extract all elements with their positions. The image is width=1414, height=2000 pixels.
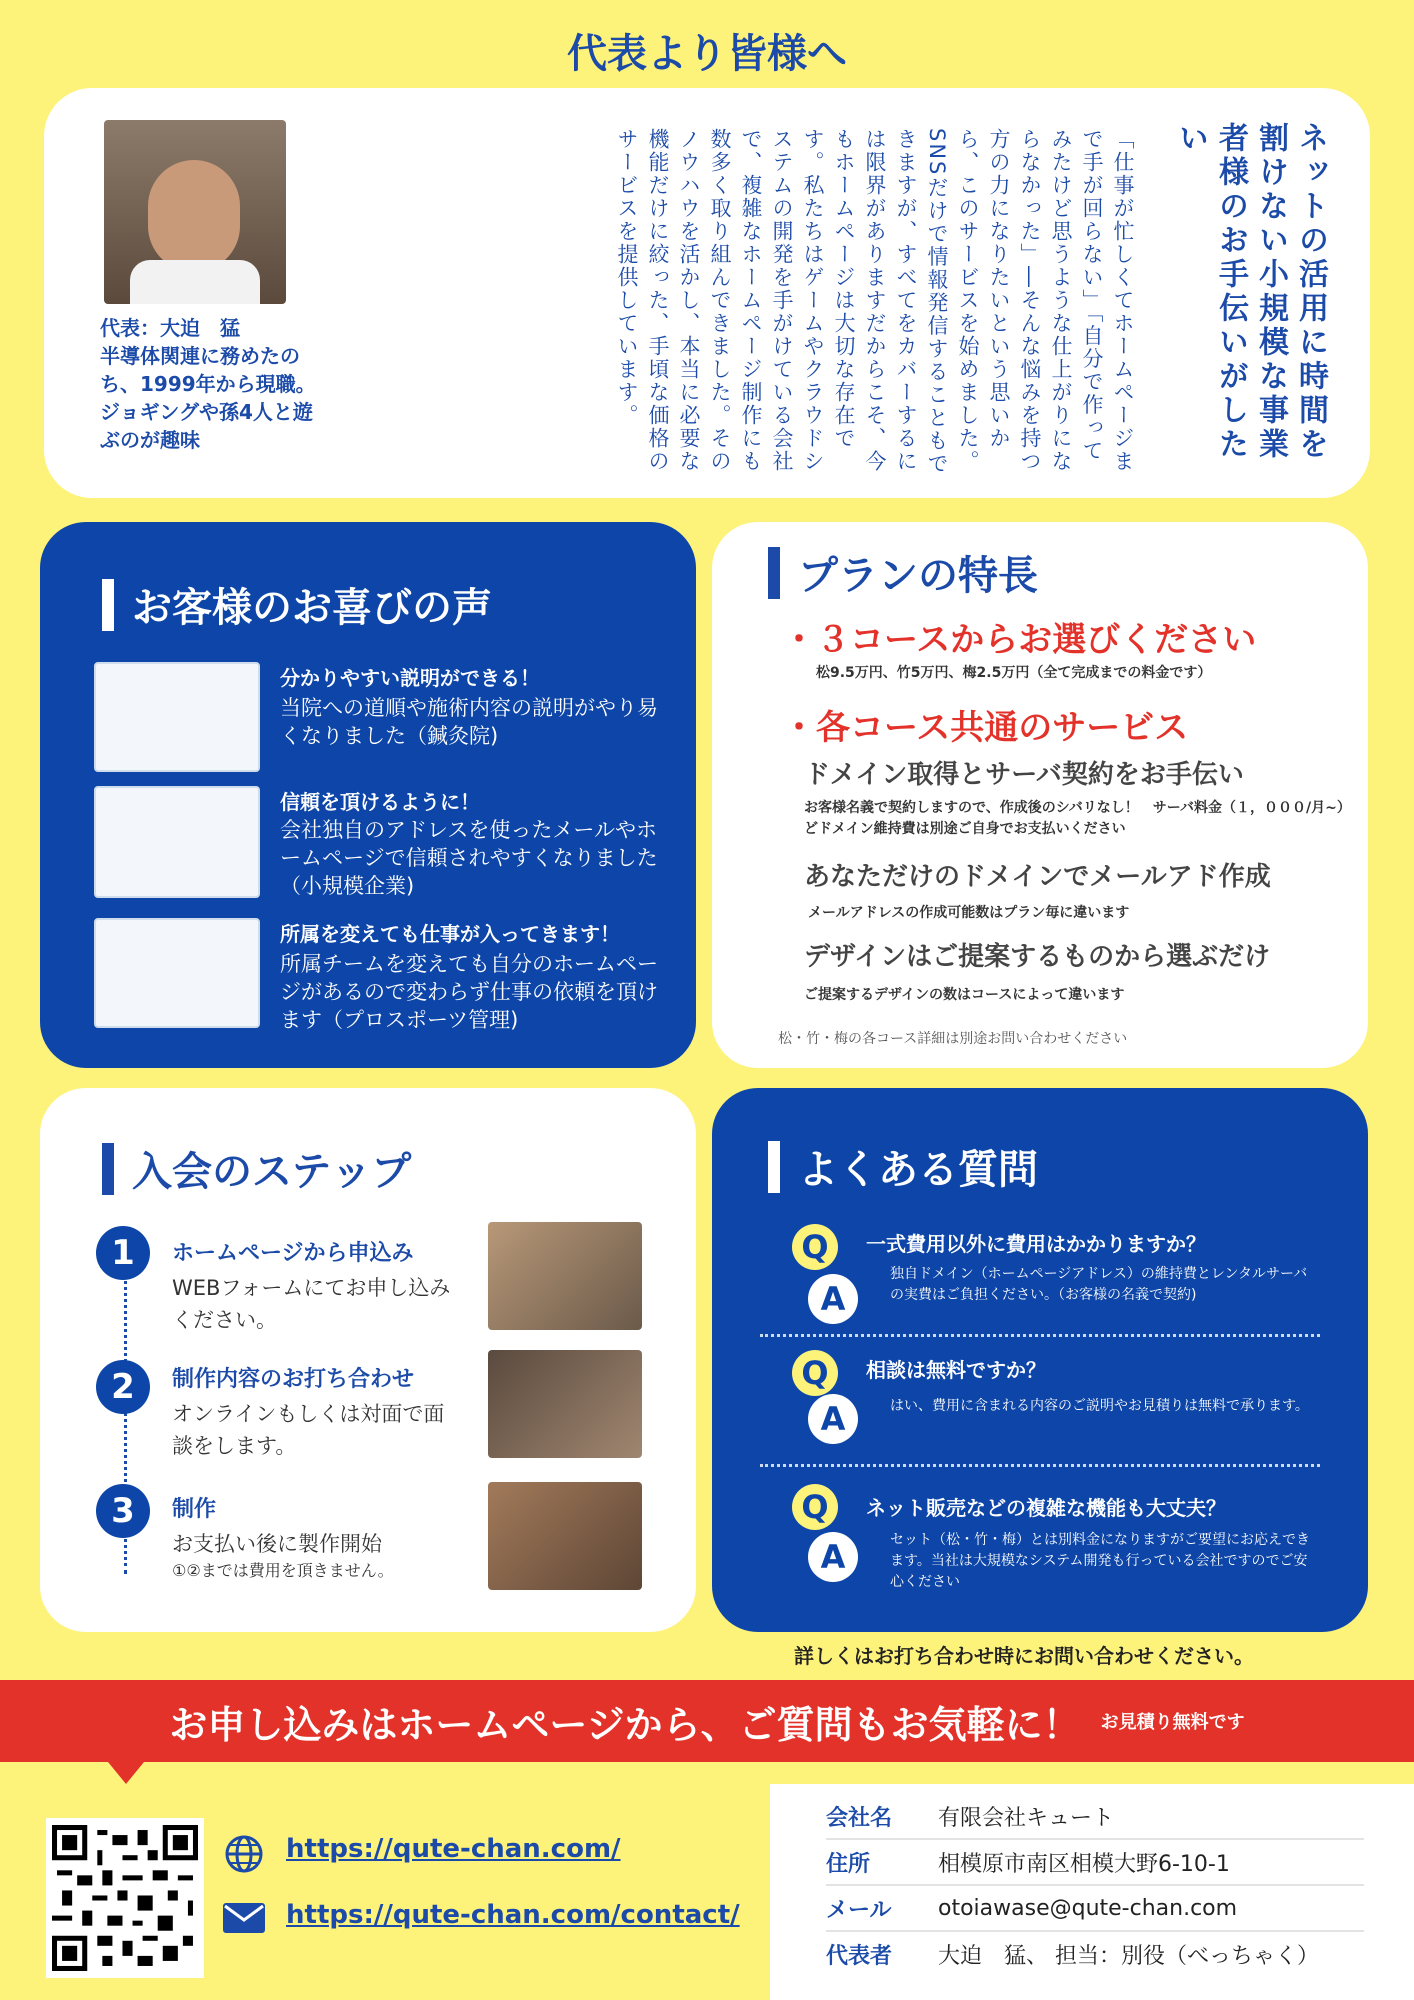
qr-code[interactable] (46, 1818, 204, 1978)
company-row-value: 有限会社キュート (938, 1805, 1115, 1831)
service-note: ご提案するデザインの数はコースによって違います (804, 987, 1125, 1003)
steps-card (40, 1088, 696, 1632)
voice-title: 信頼を頂けるように！ (280, 790, 480, 814)
representative-photo (104, 120, 286, 304)
company-row-value: 相模原市南区相模大野6-10-1 (938, 1851, 1230, 1877)
faq-footer: 詳しくはお打ち合わせ時にお問い合わせください。 (794, 1644, 1254, 1668)
step-note: ①②までは費用を頂きません。 (172, 1561, 394, 1580)
plan-card (712, 522, 1368, 1068)
plan-course-prices: 松9.5万円、竹5万円、梅2.5万円（全て完成までの料金です） (816, 665, 1212, 681)
page-title: 代表より皆様へ (567, 31, 847, 77)
voice-text: 所属チームを変えても自分のホームページがあるので変わらず仕事の依頼を頂けます（プロスポーツ管理) (280, 952, 658, 1032)
cta-pointer (108, 1762, 144, 1784)
faq-answer: 独自ドメイン（ホームページアドレス）の維持費とレンタルサーバの実費はご負担ください。（お客様の名義で契約) (890, 1266, 1308, 1303)
step-title: 制作 (172, 1497, 217, 1522)
plan-point-common: ・各コース共通のサービス (782, 708, 1189, 748)
voice-text: 会社独自のアドレスを使ったメールやホームページで信頼されやすくなりました（小規模企業) (280, 818, 658, 898)
company-row-label: 会社名 (826, 1805, 893, 1831)
faq-title: よくある質問 (798, 1147, 1038, 1193)
qr-code-icon (52, 1824, 198, 1972)
plan-footnote: 松・竹・梅の各コース詳細は別途お問い合わせください (778, 1031, 1128, 1047)
step-text: WEBフォームにてお申し込みください。 (172, 1276, 451, 1332)
intro-heading: ネットの活用に時間を割けない小規模な事業者様のお手伝いがしたい (1173, 122, 1328, 462)
plan-point-courses: ・３コースからお選びください (782, 620, 1257, 660)
faq-divider (760, 1334, 1320, 1337)
step-photo (488, 1482, 642, 1590)
answer-badge: A (808, 1274, 858, 1324)
representative-profile: 半導体関連に務めたのち、1999年から現職。ジョギングや孫4人と遊ぶのが趣味 (100, 344, 316, 452)
faq-answer: セット（松・竹・梅）とは別料金になりますがご要望にお応えできます。当社は大規模なシステム開発も行っている会社ですのでご安心ください (890, 1532, 1310, 1590)
company-row-value: 大迫 猛、 担当：別役（べっちゃく） (938, 1943, 1319, 1969)
company-row (826, 1932, 1364, 1976)
voices-card (40, 522, 696, 1068)
faq-question: 一式費用以外に費用はかかりますか？ (866, 1232, 1206, 1256)
company-row-label: 住所 (826, 1851, 871, 1877)
step-photo (488, 1350, 642, 1458)
step-photo (488, 1222, 642, 1330)
representative-name: 代表：大迫 猛 (100, 316, 240, 340)
question-badge: Q (792, 1224, 838, 1270)
step-number: 3 (96, 1484, 150, 1538)
service-note: メールアドレスの作成可能数はプラン毎に違います (808, 905, 1130, 921)
service-title: デザインはご提案するものから選ぶだけ (804, 942, 1271, 972)
intro-body: 「仕事が忙しくてホームページまで手が回らない」「自分で作ってみたけど思うような仕上がりにならなかった」―そんな悩みを持つ方の力になりたいという思いから、このサービスを始めました。SNSだけで情報発信することもできますが、すべてをカバーするには限界がありますだからこそ、今もホームページは大切な存在です。私たちはゲームやクラウドシステムの開発を手がけている会社で、複雑なホームページ制作にも数多く取り組んできました。そのノウハウを活かし、本当に必要な機能だけに絞った、手頃な価格のサービスを提供しています。 (615, 128, 1135, 476)
service-title: あなただけのドメインでメールアド作成 (804, 862, 1271, 892)
company-row-value[interactable]: otoiawase@qute-chan.com (938, 1895, 1238, 1921)
cta-banner (0, 1680, 1414, 1762)
mail-icon (222, 1902, 266, 1934)
service-note: お客様名義で契約しますので、作成後のシバリなし！ サーバ料金（１，０００/月~）どドメイン維持費は別途ご自身でお支払いください (804, 800, 1344, 837)
step-number: 2 (96, 1360, 150, 1414)
faq-question: ネット販売などの複雑な機能も大丈夫？ (866, 1496, 1226, 1520)
question-badge: Q (792, 1350, 838, 1396)
title-bar (102, 1143, 114, 1195)
voice-item (94, 786, 674, 898)
step-title: 制作内容のお打ち合わせ (172, 1367, 415, 1392)
runner-illustration-icon (94, 918, 260, 1028)
office-illustration-icon (94, 786, 260, 898)
step-text: オンラインもしくは対面で面談をします。 (172, 1402, 445, 1458)
step-number: 1 (96, 1226, 150, 1280)
answer-badge: A (808, 1532, 858, 1582)
company-row (826, 1794, 1364, 1840)
question-badge: Q (792, 1484, 838, 1530)
service-title: ドメイン取得とサーバ契約をお手伝い (804, 760, 1244, 790)
voices-title: お客様のお喜びの声 (132, 585, 492, 631)
voice-title: 所属を変えても仕事が入ってきます！ (280, 922, 620, 946)
title-bar (768, 1141, 780, 1193)
company-row (826, 1840, 1364, 1886)
title-bar (768, 547, 780, 599)
faq-divider (760, 1464, 1320, 1467)
company-row (826, 1886, 1364, 1932)
intro-card (44, 88, 1370, 498)
company-row-label: メール (826, 1897, 892, 1923)
website-link[interactable]: https://qute-chan.com/ (286, 1834, 621, 1864)
voice-item (94, 918, 674, 1030)
title-bar (102, 579, 114, 631)
answer-badge: A (808, 1394, 858, 1444)
voice-text: 当院への道順や施術内容の説明がやり易くなりました（鍼灸院) (280, 696, 658, 748)
cta-main: お申し込みはホームページから、ご質問もお気軽に！ (169, 1702, 1081, 1747)
steps-title: 入会のステップ (132, 1149, 412, 1195)
acupuncture-illustration-icon (94, 662, 260, 772)
company-info (770, 1784, 1414, 2000)
faq-question: 相談は無料ですか？ (866, 1358, 1046, 1382)
step-title: ホームページから申込み (172, 1241, 414, 1266)
faq-answer: はい、費用に含まれる内容のご説明やお見積りは無料で承ります。 (890, 1398, 1309, 1414)
voice-title: 分かりやすい説明ができる！ (280, 666, 540, 690)
cta-sub: お見積り無料です (1100, 1712, 1245, 1733)
plan-title: プランの特長 (798, 553, 1038, 599)
contact-link[interactable]: https://qute-chan.com/contact/ (286, 1900, 740, 1930)
faq-card (712, 1088, 1368, 1632)
step-text: お支払い後に製作開始 (172, 1532, 382, 1556)
voice-item (94, 662, 674, 774)
company-row-label: 代表者 (826, 1943, 893, 1969)
globe-icon (224, 1834, 264, 1874)
